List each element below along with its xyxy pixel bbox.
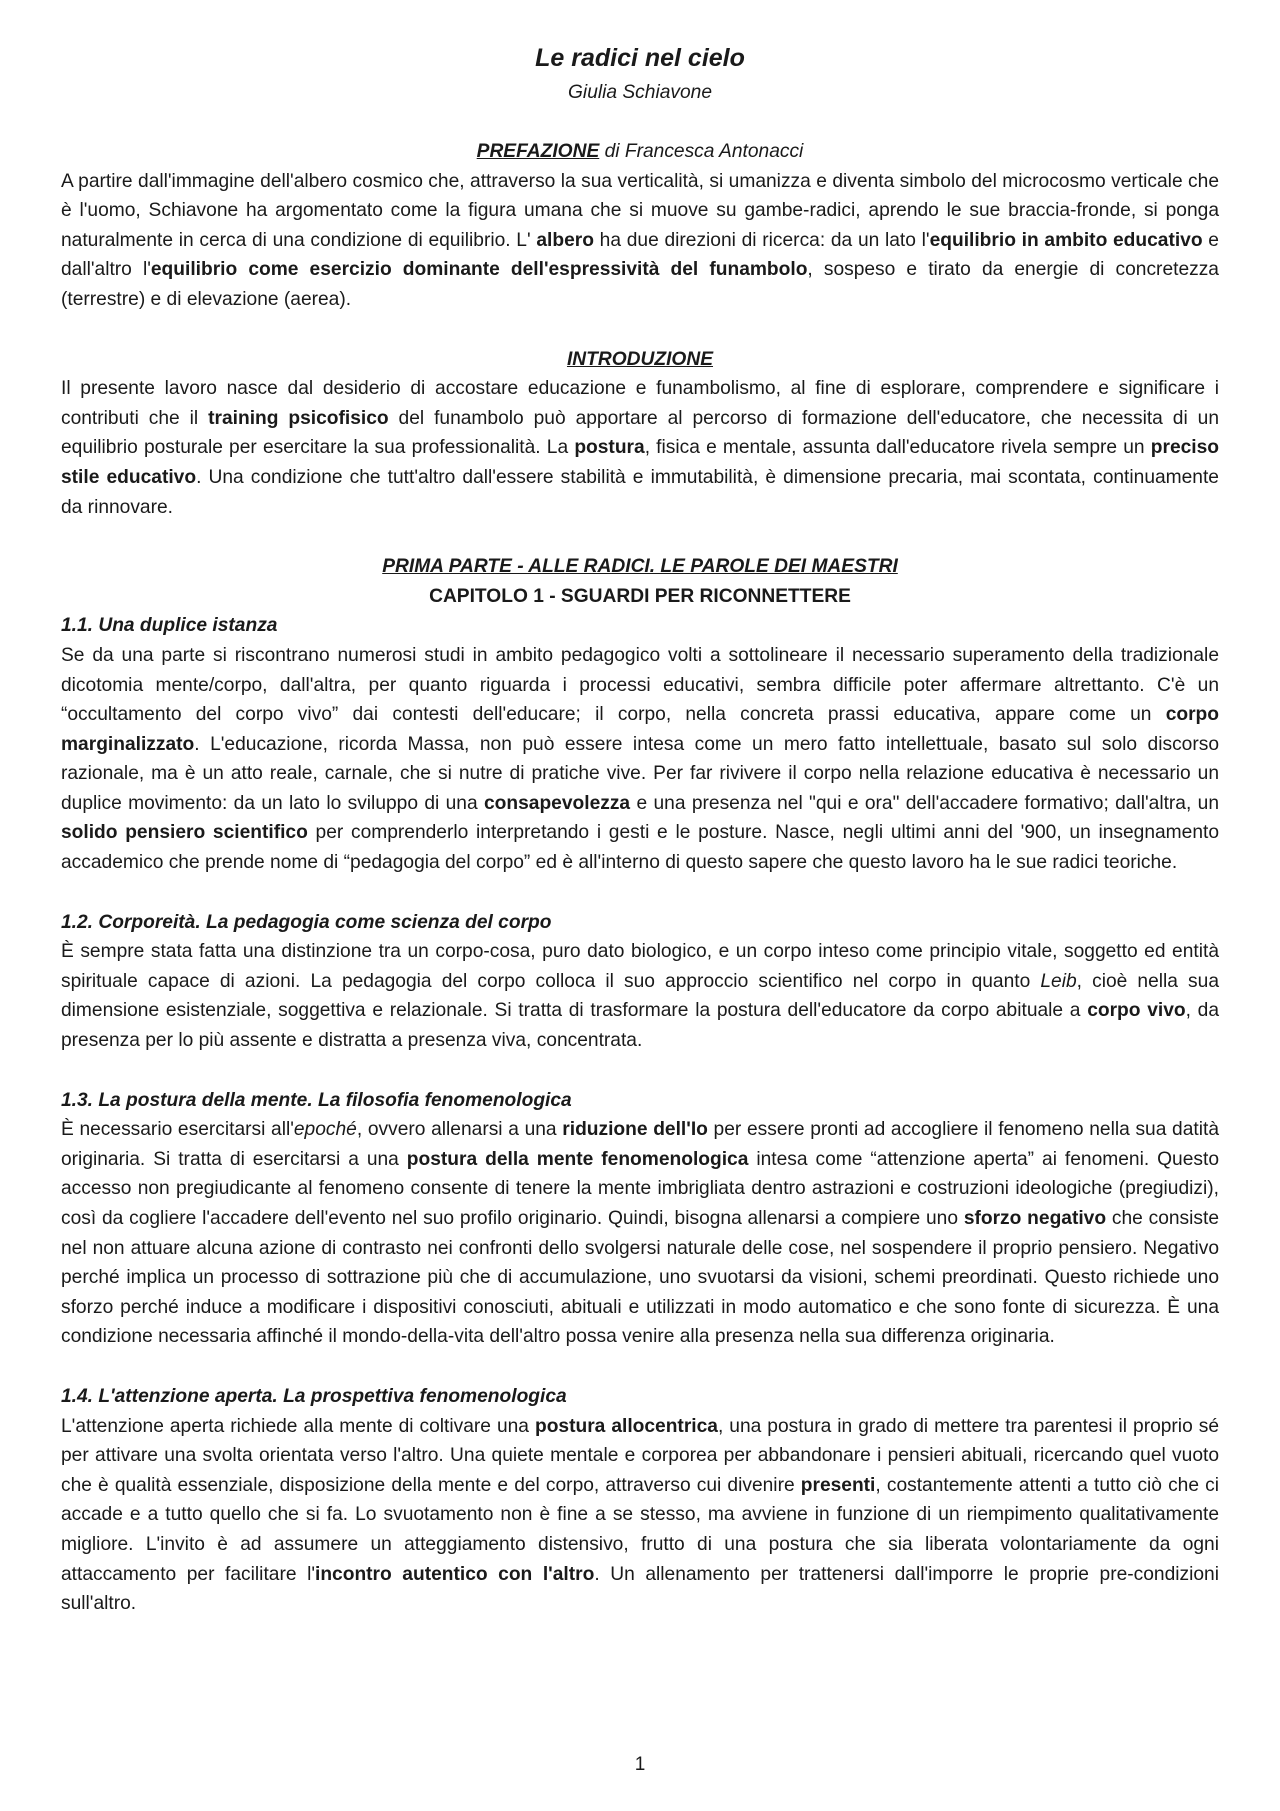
document-title: Le radici nel cielo: [535, 44, 745, 72]
document-author: Giulia Schiavone: [568, 82, 712, 103]
introduzione-heading: INTRODUZIONE: [566, 348, 714, 370]
section-1-3-heading: 1.3. La postura della mente. La filosofia fenomenologica: [61, 1089, 572, 1111]
prefazione-title: PREFAZIONE: [476, 141, 600, 162]
prefazione-paragraph: A partire dall'immagine dell'albero cosmico che, attraverso la sua verticalità, si umanizza e diventa simbolo del microcosmo verticale che è l'uomo, Schiavone ha argomentato come la figura umana che si muove su gambe-radici, aprendo le sue braccia-fronde, si ponga naturalmente in cerca di una condizione di equilibrio. L' albero ha due direzioni di ricerca: da un lato l'equilibrio in ambito educativo e dall'altro l'equilibrio come esercizio dominante dell'espressività del funambolo, sospeso e tirato da energie di concretezza (terrestre) e di elevazione (aerea).: [61, 170, 1219, 310]
section-1-2-paragraph: È sempre stata fatta una distinzione tra un corpo-cosa, puro dato biologico, e un corpo inteso come principio vitale, soggetto ed entità spirituale capace di azioni. La pedagogia del corpo colloca il suo approccio scientifico nel corpo in quanto Leib, cioè nella sua dimensione esistenziale, soggettiva e relazionale. Si tratta di trasformare la postura dell'educatore da corpo abituale a corpo vivo, da presenza per lo più assente e distratta a presenza viva, concentrata.: [61, 941, 1219, 1052]
page-number: 1: [634, 1754, 646, 1775]
section-1-2-heading: 1.2. Corporeità. La pedagogia come scienza del corpo: [61, 911, 552, 933]
part-heading: PRIMA PARTE - ALLE RADICI. LE PAROLE DEI MAESTRI: [382, 556, 898, 578]
chapter-heading: CAPITOLO 1 - SGUARDI PER RICONNETTERE: [429, 585, 851, 607]
section-1-1-heading: 1.1. Una duplice istanza: [61, 615, 278, 637]
prefazione-heading: [61, 137, 1219, 167]
section-1-4-heading: 1.4. L'attenzione aperta. La prospettiva fenomenologica: [61, 1385, 567, 1407]
prefazione-byline: di Francesca Antonacci: [599, 141, 804, 162]
section-1-4-paragraph: L'attenzione aperta richiede alla mente di coltivare una postura allocentrica, una postura in grado di mettere tra parentesi il proprio sé per attivare una svolta orientata verso l'altro. Una quiete mentale e corporea per abbandonare i pensieri abituali, ricercando quel vuoto che è qualità essenziale, disposizione della mente e del corpo, attraverso cui divenire presenti, costantemente attenti a tutto ciò che ci accade e a tutto quello che si fa. Lo svuotamento non è fine a se stesso, ma avviene in funzione di un riempimento qualitativamente migliore. L'invito è ad assumere un atteggiamento distensivo, frutto di una postura che sia liberata volontariamente da ogni attaccamento per facilitare l'incontro autentico con l'altro. Un allenamento per trattenersi dall'imporre le proprie pre-condizioni sull'altro.: [61, 1415, 1220, 1615]
section-1-3-paragraph: È necessario esercitarsi all'epoché, ovvero allenarsi a una riduzione dell'Io per essere pronti ad accogliere il fenomeno nella sua datità originaria. Si tratta di esercitarsi a una postura della mente fenomenologica intesa come “attenzione aperta” ai fenomeni. Questo accesso non pregiudicante al fenomeno consente di tenere la mente imbrigliata dentro astrazioni e costruzioni ideologiche (pregiudizi), così da cogliere l'accadere dell'evento nel suo profilo originario. Quindi, bisogna allenarsi a compiere uno sforzo negativo che consiste nel non attuare alcuna azione di contrasto nei confronti dello svolgersi naturale delle cose, nel sospendere il proprio pensiero. Negativo perché implica un processo di sottrazione più che di accumulazione, uno svuotarsi da visioni, schemi preordinati. Questo richiede uno sforzo perché induce a modificare i dispositivi conosciuti, abituali e utilizzati in modo automatico e che sono fonte di sicurezza. È una condizione necessaria affinché il mondo-della-vita dell'altro possa venire alla presenza nella sua differenza originaria.: [61, 1119, 1219, 1348]
introduzione-paragraph: Il presente lavoro nasce dal desiderio di accostare educazione e funambolismo, al fine di esplorare, comprendere e significare i contributi che il training psicofisico del funambolo può apportare al percorso di formazione dell'educatore, che necessita di un equilibrio posturale per esercitare la sua professionalità. La postura, fisica e mentale, assunta dall'educatore rivela sempre un preciso stile educativo. Una condizione che tutt'altro dall'essere stabilità e immutabilità, è dimensione precaria, mai scontata, continuamente da rinnovare.: [61, 378, 1220, 518]
section-1-1-paragraph: Se da una parte si riscontrano numerosi studi in ambito pedagogico volti a sottolineare il necessario superamento della tradizionale dicotomia mente/corpo, dall'altra, per quanto riguarda i processi educativi, sembra difficile poter affermare altrettanto. C'è un “occultamento del corpo vivo” dai contesti dell'educare; il corpo, nella concreta prassi educativa, appare come un corpo marginalizzato. L'educazione, ricorda Massa, non può essere intesa come un mero fatto intellettuale, basato sul solo discorso razionale, ma è un atto reale, carnale, che si nutre di pratiche vive. Per far rivivere il corpo nella relazione educativa è necessario un duplice movimento: da un lato lo sviluppo di una consapevolezza e una presenza nel "qui e ora" dell'accadere formativo; dall'altra, un solido pensiero scientifico per comprenderlo interpretando i gesti e le posture. Nasce, negli ultimi anni del '900, un insegnamento accademico che prende nome di “pedagogia del corpo” ed è all'interno di questo sapere che questo lavoro ha le sue radici teoriche.: [61, 644, 1219, 874]
document-page: [61, 38, 1219, 1619]
